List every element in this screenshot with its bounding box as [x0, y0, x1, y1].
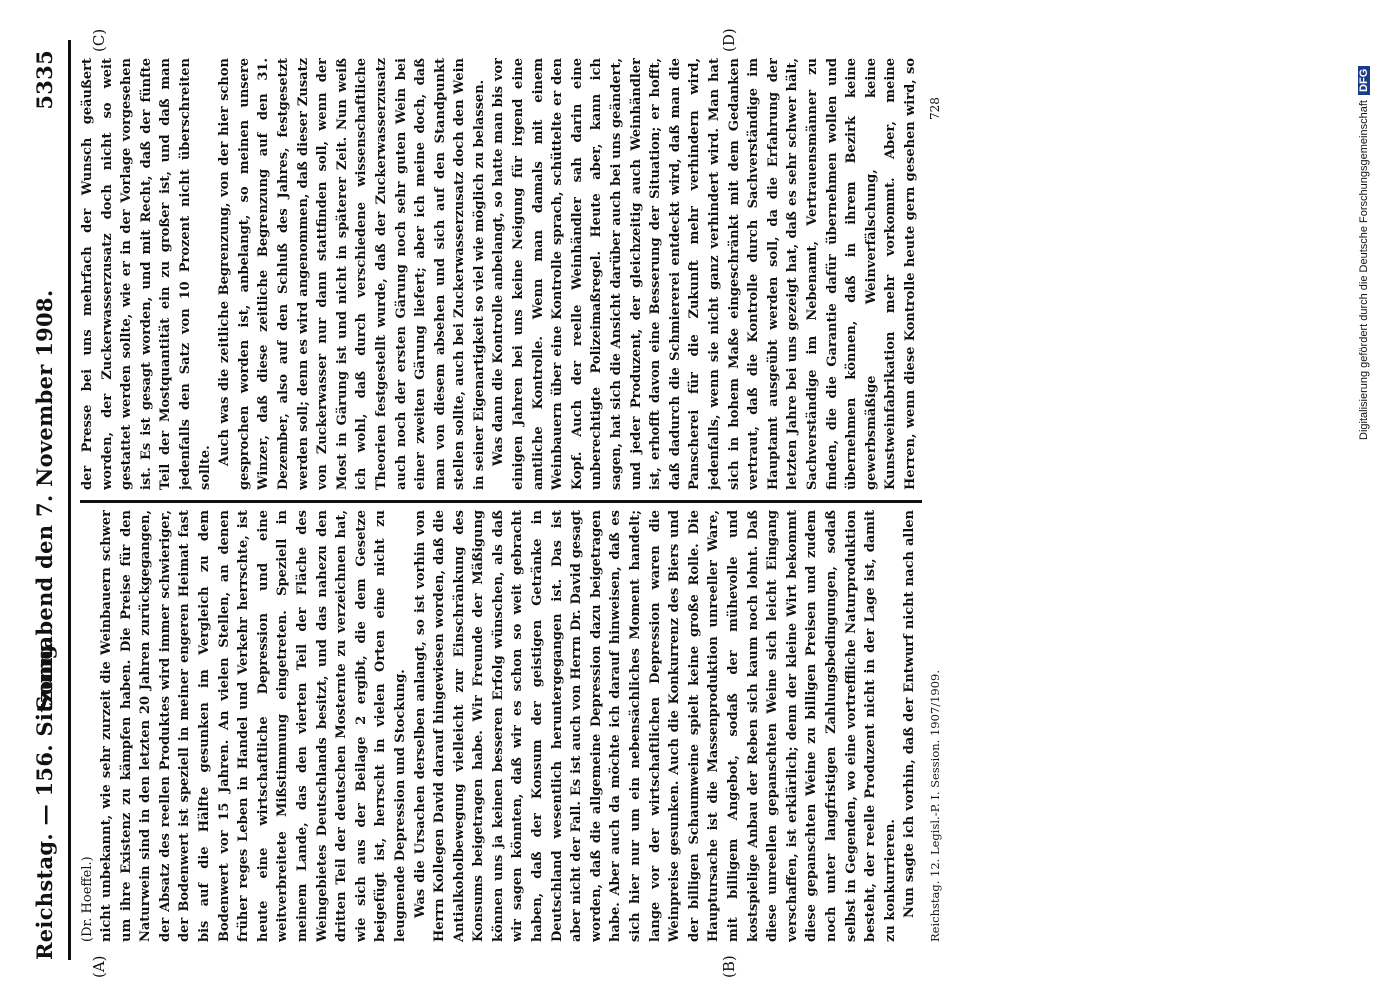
- right-column: [78, 58, 918, 490]
- margin-letter-c: (C): [90, 28, 108, 52]
- paragraph: der Presse bei uns mehrfach der Wunsch geäußert worden, der Zuckerwasserzusatz doch nicht so weit gestattet werden sollte, wie er in der Vorlage vorgesehen ist. Es ist gesagt worden, und mit Recht, daß der fünfte Teil der Mostquantität ein zu großer ist, und daß man jedenfalls den Satz von 10 Prozent nicht überschreiten sollte.: [80, 58, 213, 490]
- paragraph: nicht unbekannt, wie sehr zurzeit die Weinbauern schwer um ihre Existenz zu kämpfen haben. Die Preise für den Naturwein sind in den letzten 20 Jahren zurückgegangen, der Absatz des reellen Produktes wird immer schwieriger, der Bodenwert ist speziell in meiner engeren Heimat fast bis auf die Hälfte gesunken im Vergleich zu dem Bodenwert vor 15 Jahren. An vielen Stellen, an denen früher reges Leben in Handel und Verkehr herrschte, ist heute eine wirtschaftliche Depression und eine weitverbreitete Mißstimmung eingetreten. Speziell in meinem Lande, das den vierten Teil der Fläche des Weingebietes Deutschlands besitzt, und das nahezu den dritten Teil der deutschen Mosternte zu verzeichnen hat, wie sich aus der Beilage 2 ergibt, die dem Gesetze beigefügt ist, herrscht in vielen Orten eine nicht zu leugnende Depression und Stockung.: [99, 510, 408, 942]
- column-divider: [80, 500, 922, 503]
- margin-letter-d: (D): [720, 28, 738, 52]
- header-rule: [68, 40, 71, 960]
- footer-citation: Reichstag. 12. Legisl.-P. I. Session. 1907/1909.: [928, 669, 942, 942]
- dfg-logo: DFG: [1358, 66, 1370, 95]
- footer-page-number: 728: [928, 97, 942, 120]
- margin-letter-b: (B): [720, 955, 738, 978]
- left-column: [78, 510, 918, 942]
- header-page-number: 5335: [32, 50, 57, 110]
- paragraph: Nun sagte ich vorhin, daß der Entwurf nicht nach allen: [902, 510, 918, 918]
- header-left: Reichstag. — 156. Sitzung.: [32, 636, 57, 960]
- digitization-credit: [1358, 66, 1370, 440]
- page-header: [32, 40, 66, 960]
- header-center: Sonnabend den 7. November 1908.: [32, 289, 57, 711]
- paragraph: Was dann die Kontrolle anbelangt, so hatte man bis vor einigen Jahren bei uns keine Neigung für irgend eine amtliche Kontrolle. Wenn man damals mit einem Weinbauern über eine Kontrolle sprach, schüttelte er den Kopf. Auch der reelle Weinhändler sah darin eine unberechtigte Polizeimaßregel. Heute aber, kann ich sagen, hat sich die Ansicht darüber auch bei uns geändert, und jeder Produzent, der gleichzeitig auch Weinhändler ist, erhofft davon eine Besserung der Situation; er hofft, daß dadurch die Schmiererei entdeckt wird, daß man die Panscherei für die Zukunft mehr verhindern wird, jedenfalls, wenn sie nicht ganz verhindert wird. Man hat sich in hohem Maße eingeschränkt mit dem Gedanken vertraut, daß die Kontrolle durch Sachverständige im Hauptamt ausgeübt werden soll, da die Erfahrung der letzten Jahre bei uns gezeigt hat, daß es sehr schwer hält, Sachverständige im Nebenamt, Vertrauensmänner zu finden, die die Garantie dafür übernehmen wollen und übernehmen können, daß in ihrem Bezirk keine gewerbsmäßige Weinverfälschung, keine Kunstweinfabrikation mehr vorkommt. Aber, meine Herren, wenn diese Kontrolle heute gern gesehen wird, so: [491, 58, 918, 490]
- paragraph: Was die Ursachen derselben anlangt, so ist vorhin von Herrn Kollegen David darauf hingewiesen worden, daß die Antialkoholbewegung vielleicht zur Einschränkung des Konsums beigetragen habe. Wir Freunde der Mäßigung können uns ja keinen besseren Erfolg wünschen, als daß wir sagen könnten, daß wir es schon so weit gebracht haben, daß der Konsum der geistigen Getränke in Deutschland wesentlich heruntergegangen ist. Das ist aber nicht der Fall. Es ist auch von Herrn Dr. David gesagt worden, daß die allgemeine Depression dazu beigetragen habe. Aber auch da möchte ich darauf hinweisen, daß es sich hier nur um ein nebensächliches Moment handelt; lange vor der wirtschaftlichen Depression waren die Weinpreise gesunken. Auch die Konkurrenz des Biers und der billigen Schaumweine spielt keine große Rolle. Die Hauptursache ist die Massenproduktion unreeller Ware, mit billigem Angebot, sodaß der mühevolle und kostspielige Anbau der Reben sich kaum noch lohnt. Daß diese unreellen gepanschten Weine sich leicht Eingang verschaffen, ist erklärlich; denn der kleine Wirt bekommt diese gepanschten Weine zu billigen Preisen und zudem noch unter langfristigen Zahlungsbedingungen, sodaß selbst in Gegenden, wo eine vortreffliche Naturproduktion besteht, der reelle Produzent nicht in der Lage ist, damit zu konkurrieren.: [412, 510, 898, 942]
- speaker-name: (Dr. Hoeffel.): [80, 856, 95, 942]
- margin-letter-a: (A): [90, 955, 108, 978]
- digitization-note: Digitalisierung gefördert durch die Deutsche Forschungsgemeinschaft: [1358, 100, 1370, 440]
- paragraph: Auch was die zeitliche Begrenzung, von der hier schon gesprochen worden ist, anbelangt, so meinen unsere Winzer, daß diese zeitliche Begrenzung auf den 31. Dezember, also auf den Schluß des Jahres, festgesetzt werden soll; denn es wird angenommen, daß dieser Zusatz von Zuckerwasser nur dann stattfinden soll, wenn der Most in Gärung ist und nicht in späterer Zeit. Nun weiß ich wohl, daß durch verschiedene wissenschaftliche Theorien festgestellt wurde, daß der Zuckerwasserzusatz auch noch der ersten Gärung noch sehr guten Wein bei einer zweiten Gärung liefert; aber ich meine doch, daß man von diesem absehen und sich auf den Standpunkt stellen sollte, auch bei Zuckerwasserzusatz doch den Wein in seiner Eigenartigkeit so viel wie möglich zu belassen.: [217, 58, 487, 490]
